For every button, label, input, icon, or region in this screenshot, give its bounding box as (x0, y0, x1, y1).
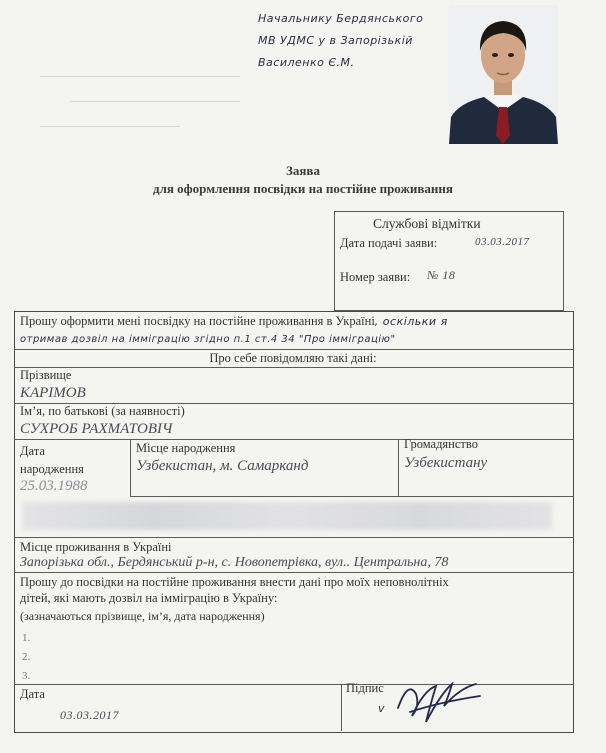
birth-place-value: Узбекистан, м. Самарканд (136, 458, 309, 474)
document-title: Заява (286, 163, 320, 178)
name-value: СУХРОБ РАХМАТОВІЧ (20, 421, 173, 437)
col-divider (398, 439, 399, 496)
addressee-line-3: Василенко Є.М. (258, 56, 355, 69)
signature-label: Підпис (346, 681, 384, 695)
addressee-block (258, 8, 448, 74)
request-text (20, 314, 448, 329)
addressee-line-1: Начальнику Бердянського (258, 12, 424, 25)
residence-value: Запорізька обл., Бердянський р-н, с. Новопетрівка, вул.. Центральна, 78 (20, 555, 449, 570)
signature-tick: v (378, 702, 386, 715)
application-number-value: № 18 (427, 268, 456, 282)
redacted-area (22, 502, 552, 530)
row-divider (14, 572, 574, 573)
application-number-label: Номер заяви: (340, 270, 411, 284)
col-divider (341, 684, 342, 731)
date-value: 03.03.2017 (60, 708, 119, 722)
official-marks-box (334, 211, 564, 311)
citizenship-label: Громадянство (404, 437, 478, 451)
official-marks-heading: Службові відмітки (373, 216, 481, 231)
child-item-2: 2. (22, 651, 31, 663)
row-divider (14, 537, 574, 538)
children-text-1: Прошу до посвідки на постійне проживання внести дані про моїх неповнолітніх (20, 575, 449, 589)
bleed-through-text (40, 52, 240, 172)
about-heading: Про себе повідомляю такі дані: (209, 351, 377, 365)
date-label: Дата (20, 687, 45, 701)
surname-value: КАРІМОВ (20, 385, 86, 401)
submission-date-value: 03.03.2017 (475, 236, 530, 248)
addressee-line-2: МВ УДМС у в Запорізькій (258, 34, 413, 47)
request-handwritten-2: отримав дозвіл на імміграцію згідно п.1 ст.4 34 "Про імміграцію" (20, 334, 396, 345)
row-divider (14, 349, 574, 350)
children-note: (зазначаються прізвище, ім’я, дата народження) (20, 609, 265, 623)
applicant-photo (449, 5, 558, 144)
birth-date-label-1: Дата (20, 444, 45, 458)
child-item-3: 3. (22, 670, 31, 682)
birth-date-label-2: народження (20, 462, 84, 476)
name-label: Ім’я, по батькові (за наявності) (20, 404, 185, 418)
citizenship-value: Узбекистану (404, 455, 488, 471)
child-item-1: 1. (22, 632, 31, 644)
submission-date-label: Дата подачі заяви: (340, 236, 438, 250)
residence-label: Місце проживання в Україні (20, 540, 172, 554)
surname-label: Прізвище (20, 368, 72, 382)
request-printed: Прошу оформити мені посвідку на постійне проживання в Україні (20, 314, 375, 328)
document-subtitle: для оформлення посвідки на постійне проживання (153, 181, 453, 196)
row-divider (130, 496, 574, 497)
children-text-2: дітей, які мають дозвіл на імміграцію в Україну: (20, 591, 278, 605)
signature-icon (390, 672, 490, 730)
birth-place-label: Місце народження (136, 441, 236, 455)
col-divider (130, 439, 131, 496)
row-divider (14, 439, 574, 440)
row-divider (14, 684, 574, 685)
birth-date-value: 25.03.1988 (20, 478, 88, 494)
row-divider (14, 367, 574, 368)
request-handwritten-1: , оскільки я (374, 315, 448, 328)
